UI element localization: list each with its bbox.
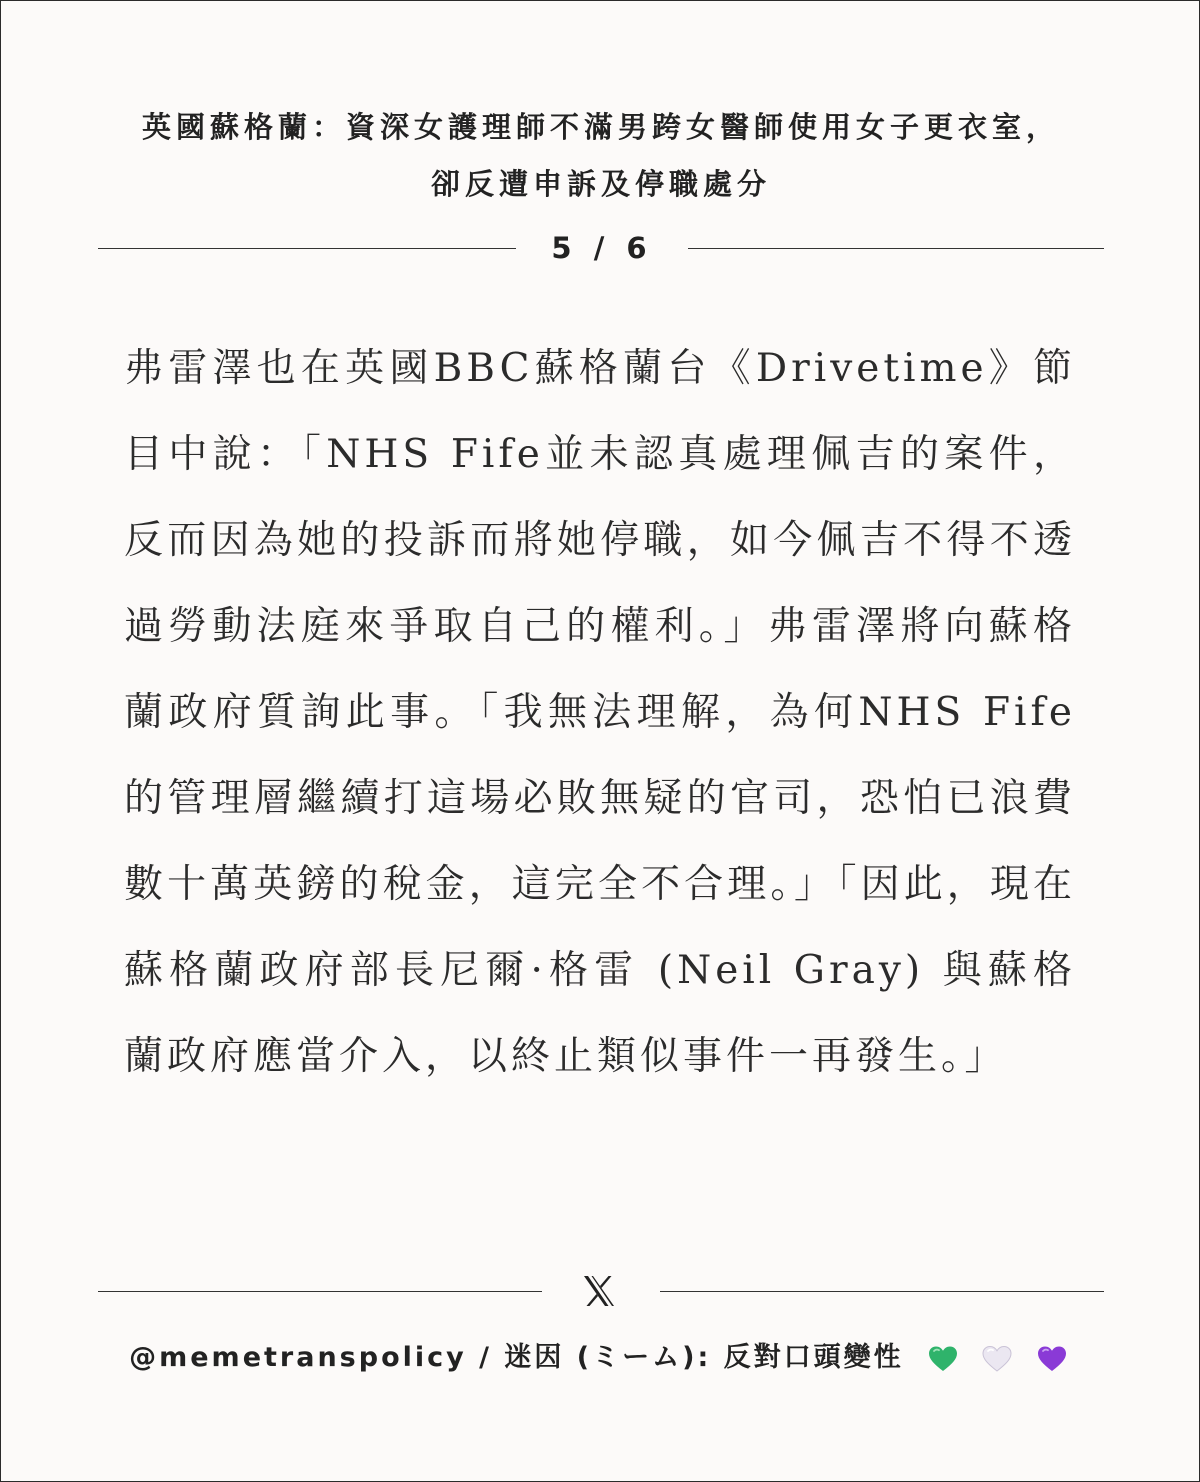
account-handle: @memetranspolicy / 迷因 (ミーム): 反對口頭變性 [129,1342,904,1373]
page-indicator-row [98,223,1104,273]
article-body: 弗雷澤也在英國BBC蘇格蘭台《Drivetime》節目中說：「NHS Fife並未認真處理佩吉的案件，反而因為她的投訴而將她停職，如今佩吉不得不透過勞動法庭來爭取自己的權利。」弗雷澤將向蘇格蘭政府質詢此事。「我無法理解，為何NHS Fife的管理層繼續打這場必敗無疑的官司，恐怕已浪費數十萬英鎊的稅金，這完全不合理。」「因此，現在蘇格蘭政府部長尼爾·格雷 (Neil Gray) 與蘇格蘭政府應當介入，以終止類似事件一再發生。」 [124,346,1076,1079]
purple-heart-icon [1037,1345,1067,1373]
page-indicator: 5 / 6 [551,231,653,265]
footer-divider-row [98,1265,1104,1317]
heart-group [922,1334,1073,1384]
footer-attribution [101,1333,1101,1383]
footer-divider-left [98,1291,542,1292]
white-heart-icon [982,1345,1012,1373]
divider-right [688,248,1104,249]
footer-divider-right [660,1291,1104,1292]
x-logo-icon [582,1275,616,1307]
green-heart-icon [928,1345,958,1373]
post-title: 英國蘇格蘭：資深女護理師不滿男跨女醫師使用女子更衣室，卻反遭申訴及停職處分 [141,110,1060,201]
divider-left [98,248,516,249]
